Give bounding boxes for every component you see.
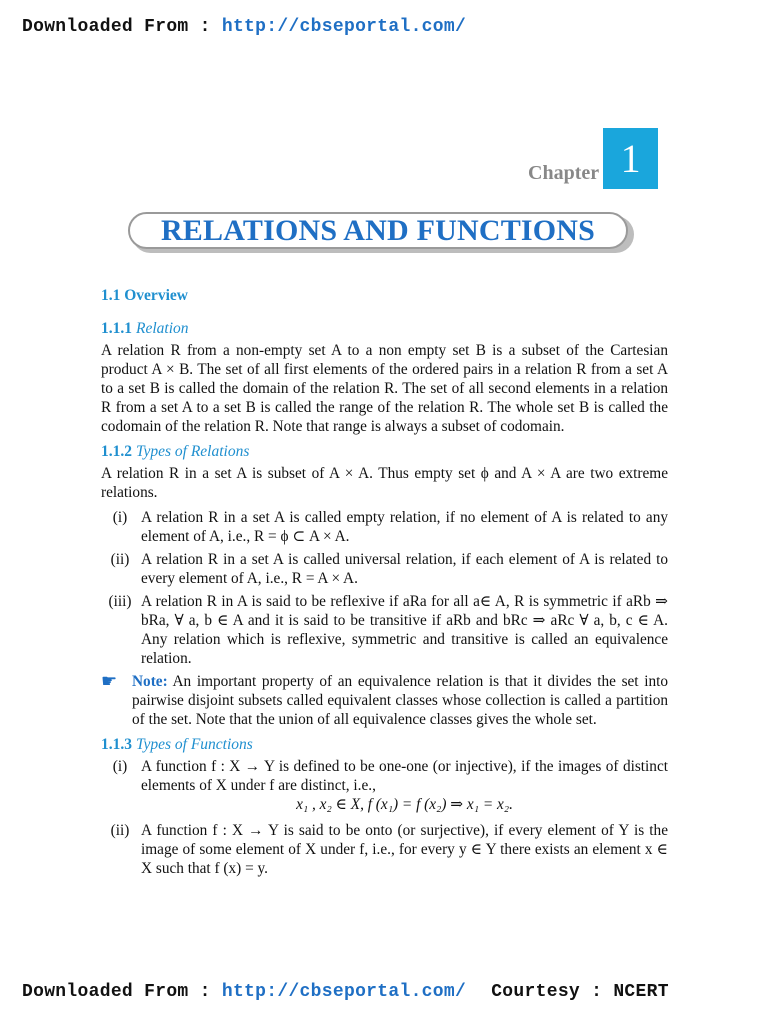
courtesy-text: Courtesy : NCERT <box>491 982 669 1002</box>
pointing-hand-icon: ☛ <box>101 671 118 691</box>
note-label: Note: <box>132 673 168 690</box>
chapter-title: RELATIONS AND FUNCTIONS <box>160 213 596 247</box>
function-definition-text: A function f : X → Y is defined to be one-one (or injective), if the images of distinct elements of X under f are distinct, i.e., <box>141 758 668 794</box>
subsection-heading-types-relations <box>101 442 668 461</box>
note-block <box>101 672 668 729</box>
list-index: (ii) <box>110 551 130 568</box>
subsection-name: Types of Relations <box>136 443 250 460</box>
chapter-heading <box>528 128 658 189</box>
top-download-banner <box>22 17 466 37</box>
list-item <box>101 592 668 668</box>
document-body <box>101 286 668 882</box>
list-item <box>101 550 668 588</box>
subsection-name: Relation <box>136 320 189 337</box>
types-relations-intro: A relation R in a set A is subset of A × A. Thus empty set ϕ and A × A are two extreme relations. <box>101 465 668 501</box>
chapter-number: 1 <box>620 136 641 181</box>
note-text: An important property of an equivalence relation is that it divides the set into pairwise disjoint subsets called equivalent classes whose collection is called a partition of the set. Note that the union of all equivalence classes gives the whole set. <box>132 673 668 728</box>
download-label: Downloaded From : <box>22 17 211 37</box>
list-index: (i) <box>112 509 128 526</box>
cbseportal-link[interactable]: http://cbseportal.com/ <box>221 982 467 1002</box>
relation-paragraph: A relation R from a non-empty set A to a non empty set B is a subset of the Cartesian product A × B. The set of all first elements of the ordered pairs in a relation R from a set A to a set B is called the domain of the relation R. The set of all second elements in a relation R from a set A to a set B is called the range of the relation R. The whole set B is called the codomain of the relation R. Note that range is always a subset of codomain. <box>101 342 668 435</box>
subsection-heading-types-functions <box>101 735 668 754</box>
title-pill <box>128 212 628 249</box>
subsection-heading-relation <box>101 319 668 338</box>
section-heading-overview: 1.1 Overview <box>101 287 188 304</box>
injective-equation: x₁ , x₂ ∈ X, f (x₁) = f (x₂) ⇒ x₁ = x₂. <box>296 796 513 813</box>
subsection-number: 1.1.1 <box>101 320 132 337</box>
list-text: A relation R in A is said to be reflexive if aRa for all a∈ A, R is symmetric if aRb ⇒ bRa, ∀ a, b ∈ A and it is said to be transitive if aRb and bRc ⇒ aRc ∀ a, b, c ∈ A. Any relation which is reflexive, symmetric and transitive is called an equivalence relation. <box>141 593 668 667</box>
list-text <box>141 757 668 817</box>
subsection-number: 1.1.2 <box>101 443 132 460</box>
download-label: Downloaded From : <box>22 982 211 1002</box>
subsection-name: Types of Functions <box>136 736 253 753</box>
list-index: (ii) <box>110 822 130 839</box>
list-text: A relation R in a set A is called universal relation, if each element of A is related to every element of A, i.e., R = A × A. <box>141 551 668 587</box>
chapter-title-banner <box>128 212 636 255</box>
subsection-number: 1.1.3 <box>101 736 132 753</box>
list-item <box>101 508 668 546</box>
list-index: (iii) <box>108 593 132 610</box>
bottom-download-banner <box>22 982 669 1002</box>
list-item <box>101 821 668 878</box>
list-item <box>101 757 668 817</box>
list-index: (i) <box>112 758 128 775</box>
list-text: A relation R in a set A is called empty relation, if no element of A is related to any element of A, i.e., R = ϕ ⊂ A × A. <box>141 509 668 545</box>
list-text: A function f : X → Y is said to be onto (or surjective), if every element of Y is the image of some element of X under f, i.e., for every y ∈ Y there exists an element x ∈ X such that f (x) = y. <box>141 822 668 877</box>
cbseportal-link[interactable]: http://cbseportal.com/ <box>221 17 467 37</box>
chapter-word: Chapter <box>528 162 600 184</box>
chapter-number-box <box>603 128 658 189</box>
